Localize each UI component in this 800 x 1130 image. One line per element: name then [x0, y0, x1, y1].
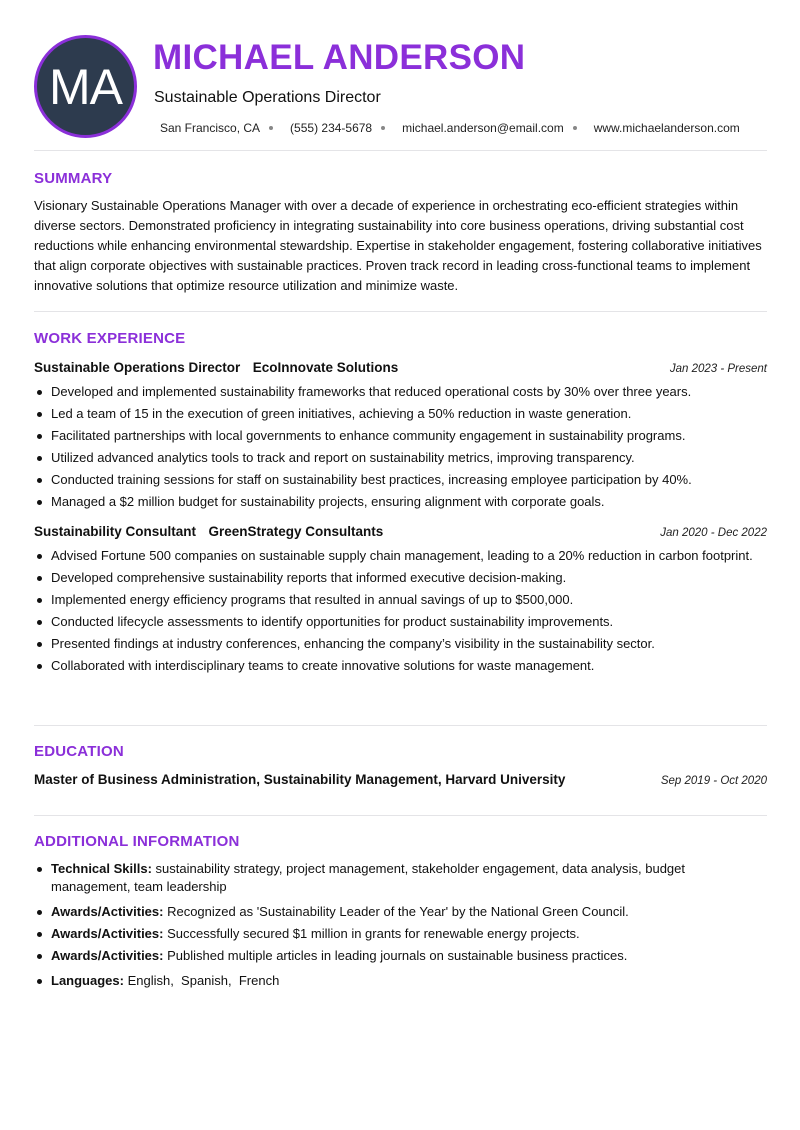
section-heading: SUMMARY: [34, 170, 113, 187]
list-item: [34, 903, 767, 921]
item-label: Awards/Activities:: [51, 904, 164, 919]
list-item: Advised Fortune 500 companies on sustainable supply chain management, leading to a 20% reduction in carbon footprint.: [34, 547, 767, 565]
job-company: EcoInnovate Solutions: [252, 360, 399, 375]
item-label: Awards/Activities:: [51, 926, 164, 941]
job-role: Sustainable Operations Director: [34, 360, 241, 375]
candidate-name: MICHAEL ANDERSON: [153, 38, 526, 77]
item-text: Published multiple articles in leading journals on sustainable business practices.: [163, 948, 628, 963]
education-section: [34, 726, 767, 816]
list-item: Collaborated with interdisciplinary teams to create innovative solutions for waste management.: [34, 657, 767, 675]
job-entry: [34, 359, 767, 511]
list-item: Led a team of 15 in the execution of green initiatives, achieving a 50% reduction in waste generation.: [34, 405, 767, 423]
separator-dot-icon: [381, 126, 385, 130]
list-item: Presented findings at industry conferences, enhancing the company’s visibility in the sustainability sector.: [34, 635, 767, 653]
education-degree: Master of Business Administration, Sustainability Management, Harvard University: [34, 772, 566, 787]
job-bullets: [34, 383, 767, 511]
list-item: [34, 947, 767, 965]
section-heading: WORK EXPERIENCE: [34, 330, 186, 347]
list-item: [34, 860, 767, 896]
job-header: [34, 359, 767, 377]
separator-dot-icon: [269, 126, 273, 130]
item-text: sustainability strategy, project management, stakeholder engagement, data analysis, budget management, team leadership: [51, 861, 685, 894]
avatar: [34, 35, 137, 138]
item-label: Technical Skills:: [51, 861, 152, 876]
item-label: Languages:: [51, 973, 124, 988]
work-experience-section: [34, 312, 767, 726]
candidate-title: Sustainable Operations Director: [154, 89, 381, 106]
additional-info-list: [34, 860, 767, 990]
avatar-initials: MA: [49, 58, 122, 115]
education-entry: [34, 772, 767, 787]
resume-page: [34, 0, 767, 994]
list-item: Implemented energy efficiency programs that resulted in annual savings of up to $500,000.: [34, 591, 767, 609]
item-text: English, Spanish, French: [123, 973, 280, 988]
item-label: Awards/Activities:: [51, 948, 164, 963]
contact-phone: (555) 234-5678: [290, 121, 402, 135]
item-text: Recognized as 'Sustainability Leader of the Year' by the National Green Council.: [163, 904, 629, 919]
section-heading: ADDITIONAL INFORMATION: [34, 833, 240, 850]
item-text: Successfully secured $1 million in grants for renewable energy projects.: [163, 926, 580, 941]
separator-dot-icon: [573, 126, 577, 130]
resume-header: [34, 0, 767, 151]
list-item: Conducted lifecycle assessments to identify opportunities for product sustainability improvements.: [34, 613, 767, 631]
contact-website: www.michaelanderson.com: [593, 121, 740, 135]
section-heading: EDUCATION: [34, 743, 124, 760]
job-company: GreenStrategy Consultants: [208, 524, 384, 539]
list-item: Developed and implemented sustainability frameworks that reduced operational costs by 30% over three years.: [34, 383, 767, 401]
contact-info: [160, 121, 740, 135]
list-item: Developed comprehensive sustainability reports that informed executive decision-making.: [34, 569, 767, 587]
job-bullets: [34, 547, 767, 675]
education-dates: Sep 2019 - Oct 2020: [660, 775, 767, 787]
job-header: [34, 523, 767, 541]
summary-section: [34, 151, 767, 312]
job-dates: Jan 2020 - Dec 2022: [660, 527, 767, 539]
additional-info-section: [34, 816, 767, 990]
job-role: Sustainability Consultant: [34, 524, 197, 539]
list-item: Conducted training sessions for staff on sustainability best practices, increasing employee participation by 40%.: [34, 471, 767, 489]
list-item: [34, 972, 767, 990]
list-item: Managed a $2 million budget for sustainability projects, ensuring alignment with corporate goals.: [34, 493, 767, 511]
list-item: [34, 925, 767, 943]
list-item: Facilitated partnerships with local governments to enhance community engagement in sustainability programs.: [34, 427, 767, 445]
contact-email: michael.anderson@email.com: [402, 121, 594, 135]
contact-location: San Francisco, CA: [160, 121, 290, 135]
list-item: Utilized advanced analytics tools to track and report on sustainability metrics, improving transparency.: [34, 449, 767, 467]
job-dates: Jan 2023 - Present: [669, 363, 767, 375]
job-entry: [34, 523, 767, 675]
summary-text: Visionary Sustainable Operations Manager with over a decade of experience in orchestrating eco-efficient strategies within diverse sectors. Demonstrated proficiency in integrating sustainability into core business operations, driving substantial cost reductions while enhancing environmental stewardship. Expertise in stakeholder engagement, fostering collaborative initiatives that align corporate objectives with sustainable practices. Proven track record in leading cross-functional teams to implement innovative solutions that optimize resource utilization and minimize waste.: [34, 198, 762, 293]
